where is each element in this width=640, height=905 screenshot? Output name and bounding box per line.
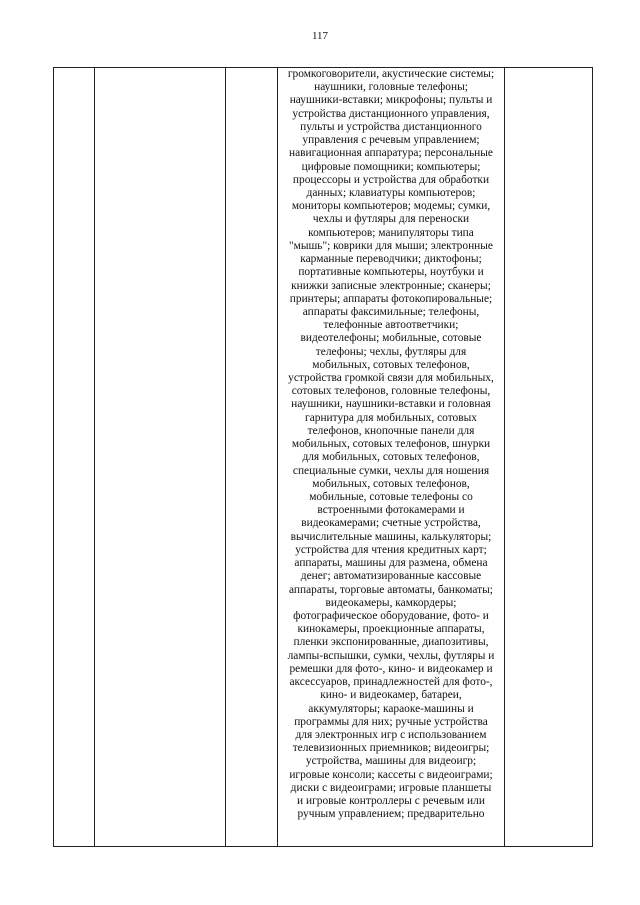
goods-line: аппараты факсимильные; телефоны, bbox=[302, 305, 480, 318]
goods-line: устройства для чтения кредитных карт; bbox=[295, 543, 487, 556]
goods-line: пленки экспонированные, диапозитивы, bbox=[293, 636, 489, 649]
goods-line: аккумуляторы; караоке-машины и bbox=[308, 702, 474, 715]
page-number: 117 bbox=[311, 30, 329, 42]
table-cell-goods bbox=[278, 68, 505, 847]
goods-line: устройства, машины для видеоигр; bbox=[305, 755, 477, 768]
goods-line: для электронных игр с использованием bbox=[295, 728, 487, 741]
table-row bbox=[54, 68, 593, 847]
goods-line: управления с речевым управлением; bbox=[302, 134, 480, 147]
goods-line: ремешки для фото-, кино- и видеокамер и bbox=[289, 662, 493, 675]
goods-line: встроенными фотокамерами и bbox=[317, 504, 465, 517]
goods-line: для мобильных, сотовых телефонов, bbox=[302, 451, 480, 464]
table-cell-class bbox=[226, 68, 278, 847]
goods-line: телефонные автоответчики; bbox=[323, 319, 459, 332]
goods-line: наушники, наушники-вставки и головная bbox=[291, 398, 491, 411]
goods-line: аппараты, торговые автоматы, банкоматы; bbox=[289, 583, 493, 596]
goods-line: игровые консоли; кассеты с видеоиграми; bbox=[289, 768, 493, 781]
goods-line: карманные переводчики; диктофоны; bbox=[300, 253, 482, 266]
goods-line: наушники, головные телефоны; bbox=[314, 81, 468, 94]
goods-line: пульты и устройства дистанционного bbox=[300, 120, 482, 133]
goods-line: навигационная аппаратура; персональные bbox=[288, 147, 493, 160]
goods-line: "мышь"; коврики для мыши; электронные bbox=[289, 239, 493, 252]
goods-line: аппараты, машины для размена, обмена bbox=[294, 557, 488, 570]
goods-line: вычислительные машины, калькуляторы; bbox=[290, 530, 492, 543]
goods-line: громкоговорители, акустические системы; bbox=[287, 68, 495, 80]
goods-line: видеокамеры, камкордеры; bbox=[325, 596, 457, 609]
goods-line: мобильных, сотовых телефонов, шнурки bbox=[291, 438, 491, 451]
goods-line: диски с видеоиграми; игровые планшеты bbox=[290, 781, 492, 794]
goods-line: и игровые контроллеры с речевым или bbox=[297, 795, 485, 808]
goods-line: мобильные, сотовые телефоны со bbox=[309, 491, 473, 503]
goods-line: компьютеров; манипуляторы типа bbox=[308, 226, 474, 239]
goods-line: устройства дистанционного управления, bbox=[292, 107, 490, 120]
goods-line: ручным управлением; предварительно bbox=[297, 808, 485, 821]
goods-line: лампы-вспышки, сумки, чехлы, футляры и bbox=[287, 649, 495, 662]
table-cell-notes bbox=[505, 68, 593, 847]
goods-line: телевизионных приемников; видеоигры; bbox=[292, 742, 490, 755]
goods-line: кино- и видеокамер, батареи, bbox=[320, 689, 462, 702]
goods-line: фотографическое оборудование, фото- и bbox=[293, 609, 489, 622]
goods-line: кинокамеры, проекционные аппараты, bbox=[297, 623, 485, 636]
goods-line: телефонов, кнопочные панели для bbox=[307, 424, 475, 437]
goods-line: аксессуаров, принадлежностей для фото-, bbox=[289, 676, 493, 689]
goods-line: чехлы и футляры для переноски bbox=[312, 213, 470, 226]
goods-line: портативные компьютеры, ноутбуки и bbox=[298, 266, 484, 279]
goods-line: книжки записные электронные; сканеры; bbox=[291, 279, 491, 292]
goods-line: специальные сумки, чехлы для ношения bbox=[292, 464, 490, 477]
goods-line: данных; клавиатуры компьютеров; bbox=[306, 186, 476, 199]
goods-line: видеотелефоны; мобильные, сотовые bbox=[300, 332, 482, 345]
table-cell-code bbox=[95, 68, 226, 847]
goods-table bbox=[53, 67, 593, 847]
goods-line: мобильных, сотовых телефонов, bbox=[312, 358, 470, 371]
goods-line: телефоны; чехлы, футляры для bbox=[315, 345, 467, 358]
goods-line: принтеры; аппараты фотокопировальные; bbox=[289, 292, 493, 305]
table-cell-number bbox=[54, 68, 95, 847]
goods-line: устройства громкой связи для мобильных, bbox=[288, 372, 494, 385]
goods-description bbox=[278, 68, 504, 821]
goods-line: гарнитура для мобильных, сотовых bbox=[305, 411, 477, 424]
goods-line: сотовых телефонов, головные телефоны, bbox=[291, 385, 491, 398]
goods-line: цифровые помощники; компьютеры; bbox=[301, 160, 481, 173]
goods-line: видеокамерами; счетные устройства, bbox=[301, 517, 481, 530]
goods-line: мониторы компьютеров; модемы; сумки, bbox=[291, 200, 491, 213]
goods-line: программы для них; ручные устройства bbox=[294, 715, 488, 728]
goods-line: процессоры и устройства для обработки bbox=[292, 173, 490, 186]
goods-line: наушники-вставки; микрофоны; пульты и bbox=[289, 94, 493, 107]
goods-line: мобильных, сотовых телефонов, bbox=[312, 477, 470, 490]
goods-line: денег; автоматизированные кассовые bbox=[300, 570, 482, 583]
